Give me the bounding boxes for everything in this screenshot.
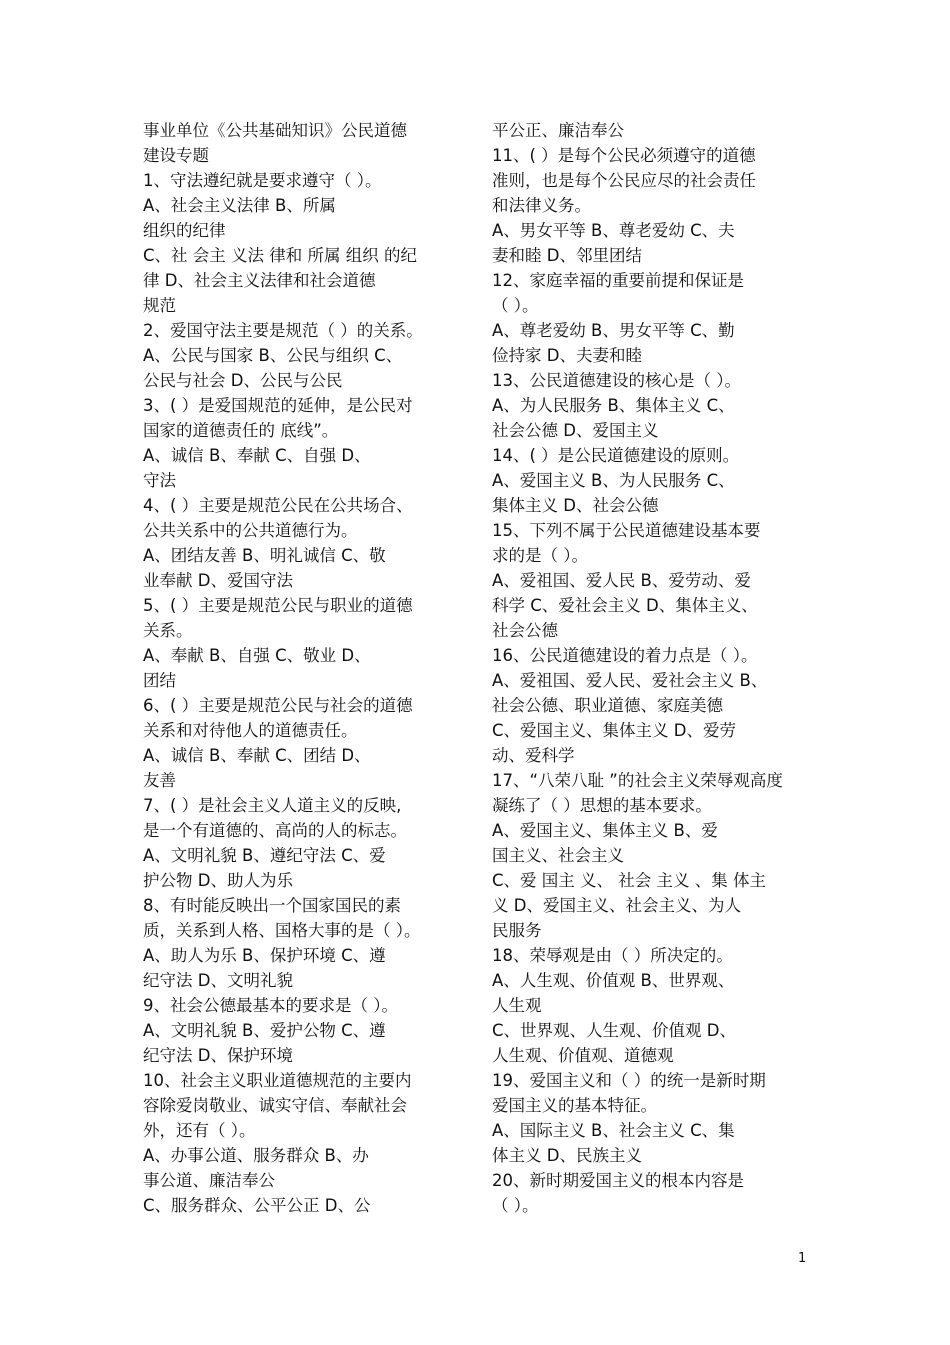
text-line: C、爱 国主 义、 社会 主义 、集 体主 <box>492 871 766 890</box>
text-line: A、国际主义 B、社会主义 C、集 <box>492 1121 735 1140</box>
text-line: A、助人为乐 B、保护环境 C、遵 <box>143 946 386 965</box>
text-line: 外，还有（ ）。 <box>143 1121 256 1140</box>
text-line: 组织的纪律 <box>143 221 226 240</box>
text-line: 9、社会公德最基本的要求是（ ）。 <box>143 996 398 1015</box>
text-line: 社会公德、职业道德、家庭美德 <box>492 696 723 715</box>
right-column <box>492 118 810 1218</box>
text-line: 守法 <box>143 471 176 490</box>
text-line: 建设专题 <box>143 146 209 165</box>
text-line: 准则，也是每个公民应尽的社会责任 <box>492 171 756 190</box>
text-line: 国主义、社会主义 <box>492 846 624 865</box>
text-line: 公共关系中的公共道德行为。 <box>143 521 358 540</box>
text-line: 14、( ）是公民道德建设的原则。 <box>492 446 740 465</box>
text-line: A、社会主义法律 B、所属 <box>143 196 336 215</box>
text-line: 护公物 D、助人为乐 <box>143 871 293 890</box>
text-line: 业奉献 D、爱国守法 <box>143 571 293 590</box>
text-line: （ ）。 <box>492 296 539 315</box>
text-line: A、诚信 B、奉献 C、自强 D、 <box>143 446 371 465</box>
text-line: 和法律义务。 <box>492 196 591 215</box>
text-line: 科学 C、爱社会主义 D、集体主义、 <box>492 596 758 615</box>
text-line: 17、“八荣八耻 ”的社会主义荣辱观高度 <box>492 771 783 790</box>
text-line: 是一个有道德的、高尚的人的标志。 <box>143 821 407 840</box>
text-line: 人生观 <box>492 996 542 1015</box>
text-line: 质，关系到人格、国格大事的是（ ）。 <box>143 921 421 940</box>
text-line: A、团结友善 B、明礼诚信 C、敬 <box>143 546 386 565</box>
text-line: 体主义 D、民族主义 <box>492 1146 642 1165</box>
text-line: 律 D、社会主义法律和社会道德 <box>143 271 376 290</box>
text-line: 求的是（ ）。 <box>492 546 588 565</box>
text-line: A、公民与国家 B、公民与组织 C、 <box>143 346 403 365</box>
text-line: A、尊老爱幼 B、男女平等 C、勤 <box>492 321 735 340</box>
text-line: A、爱祖国、爱人民 B、爱劳动、爱 <box>492 571 751 590</box>
text-line: 事公道、廉洁奉公 <box>143 1171 275 1190</box>
text-line: A、爱国主义 B、为人民服务 C、 <box>492 471 735 490</box>
text-line: 15、下列不属于公民道德建设基本要 <box>492 521 761 540</box>
text-line: 3、( ）是爱国规范的延伸，是公民对 <box>143 396 413 415</box>
text-line: 民服务 <box>492 921 542 940</box>
text-line: 20、新时期爱国主义的根本内容是 <box>492 1171 744 1190</box>
text-line: 社会公德 <box>492 621 558 640</box>
text-line: 2、爱国守法主要是规范（ ）的关系。 <box>143 321 423 340</box>
text-line: C、世界观、人生观、价值观 D、 <box>492 1021 736 1040</box>
text-line: 18、荣辱观是由（ ）所决定的。 <box>492 946 733 965</box>
text-line: 8、有时能反映出一个国家国民的素 <box>143 896 401 915</box>
text-line: 1、守法遵纪就是要求遵守（ ）。 <box>143 171 382 190</box>
text-line: 事业单位《公共基础知识》公民道德 <box>143 121 407 140</box>
text-line: 团结 <box>143 671 176 690</box>
text-line: 动、爱科学 <box>492 746 575 765</box>
text-line: （ ）。 <box>492 1196 539 1215</box>
text-line: 国家的道德责任的 底线”。 <box>143 421 339 440</box>
text-line: 4、( ）主要是规范公民在公共场合、 <box>143 496 413 515</box>
text-line: A、为人民服务 B、集体主义 C、 <box>492 396 735 415</box>
text-line: 俭持家 D、夫妻和睦 <box>492 346 642 365</box>
page-number: 1 <box>798 1251 807 1266</box>
text-line: 12、家庭幸福的重要前提和保证是 <box>492 271 744 290</box>
text-line: A、爱祖国、爱人民、爱社会主义 B、 <box>492 671 768 690</box>
text-line: A、办事公道、服务群众 B、办 <box>143 1146 369 1165</box>
text-line: 平公正、廉洁奉公 <box>492 121 624 140</box>
text-line: 6、( ）主要是规范公民与社会的道德 <box>143 696 413 715</box>
text-line: 集体主义 D、社会公德 <box>492 496 659 515</box>
text-line: 5、( ）主要是规范公民与职业的道德 <box>143 596 413 615</box>
text-line: C、爱国主义、集体主义 D、爱劳 <box>492 721 736 740</box>
text-line: 人生观、价值观、道德观 <box>492 1046 674 1065</box>
text-line: A、人生观、价值观 B、世界观、 <box>492 971 735 990</box>
text-line: 13、公民道德建设的核心是（ ）。 <box>492 371 741 390</box>
text-line: A、爱国主义、集体主义 B、爱 <box>492 821 718 840</box>
text-line: 关系和对待他人的道德责任。 <box>143 721 358 740</box>
text-line: 11、( ）是每个公民必须遵守的道德 <box>492 146 756 165</box>
text-line: A、男女平等 B、尊老爱幼 C、夫 <box>492 221 735 240</box>
text-line: A、诚信 B、奉献 C、团结 D、 <box>143 746 371 765</box>
text-line: 公民与社会 D、公民与公民 <box>143 371 343 390</box>
text-line: 关系。 <box>143 621 193 640</box>
text-line: A、文明礼貌 B、遵纪守法 C、爱 <box>143 846 386 865</box>
text-line: 容除爱岗敬业、诚实守信、奉献社会 <box>143 1096 407 1115</box>
text-line: 7、( ）是社会主义人道主义的反映, <box>143 796 402 815</box>
text-line: 10、社会主义职业道德规范的主要内 <box>143 1071 412 1090</box>
text-line: 社会公德 D、爱国主义 <box>492 421 659 440</box>
text-line: 友善 <box>143 771 176 790</box>
text-line: 爱国主义的基本特征。 <box>492 1096 657 1115</box>
text-line: 16、公民道德建设的着力点是（ ）。 <box>492 646 758 665</box>
text-line: 妻和睦 D、邻里团结 <box>492 246 642 265</box>
text-line: C、服务群众、公平公正 D、公 <box>143 1196 371 1215</box>
text-line: A、文明礼貌 B、爱护公物 C、遵 <box>143 1021 386 1040</box>
text-line: C、社 会主 义法 律和 所属 组织 的纪 <box>143 246 417 265</box>
text-line: 19、爱国主义和（ ）的统一是新时期 <box>492 1071 766 1090</box>
text-line: 义 D、爱国主义、社会主义、为人 <box>492 896 741 915</box>
left-column <box>143 118 461 1218</box>
text-line: 纪守法 D、文明礼貌 <box>143 971 293 990</box>
text-line: 规范 <box>143 296 176 315</box>
text-line: 纪守法 D、保护环境 <box>143 1046 293 1065</box>
text-line: 凝练了（ ）思想的基本要求。 <box>492 796 712 815</box>
text-line: A、奉献 B、自强 C、敬业 D、 <box>143 646 371 665</box>
